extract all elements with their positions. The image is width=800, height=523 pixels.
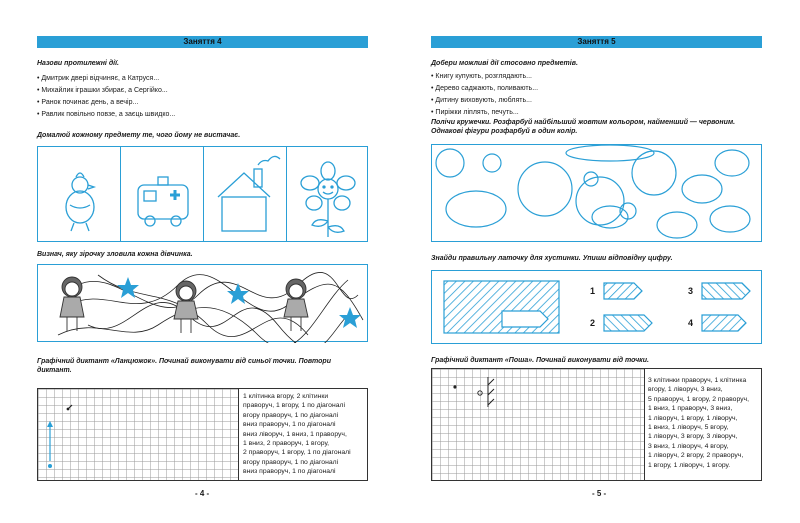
patch-4 [702, 315, 746, 331]
chicken-figure [66, 173, 94, 231]
house-figure [218, 156, 280, 231]
list-item: • Михайлик іграшки збирає, а Сергійко... [37, 85, 367, 97]
task-heading: Графічний диктант «Ланцюжок». Починай виконувати від синьої точки. Повтори диктант. [37, 358, 331, 374]
dictation-box [37, 388, 368, 481]
task-heading: Полічи кружечки. Розфарбуй найбільший жовтим кольором, найменший — червоним. Однакові фігури розфарбуй в один колір. [431, 119, 736, 135]
task-heading: Знайди правильну латочку для хустинки. Упиши відповідну цифру. [431, 255, 673, 262]
patches-frame [431, 270, 762, 344]
list-item: • Дмитрик двері відчиняє, а Катруся... [37, 73, 367, 85]
lesson-header: Заняття 4 [37, 36, 368, 48]
girl-figure [174, 281, 198, 333]
flower-figure [301, 162, 355, 237]
page-number: - 5 - [592, 489, 607, 498]
task-heading: Визнач, яку зірочку зловила кожна дівчинка. [37, 251, 193, 258]
ambulance-figure [138, 177, 188, 226]
objects-illustration [38, 147, 369, 243]
task-heading: Графічний диктант «Поша». Починай виконувати від точки. [431, 357, 649, 364]
dictation-box [431, 368, 762, 481]
patch-1 [604, 283, 642, 299]
list-item: • Дерево саджають, поливають... [431, 83, 761, 95]
task-list [431, 71, 761, 119]
task-heading: Добери можливі дії стосовно предметів. [431, 60, 578, 67]
task-list [37, 73, 367, 121]
lesson-header: Заняття 5 [431, 36, 762, 48]
circles-illustration [432, 145, 763, 243]
patch-number: 4 [688, 318, 694, 328]
girl-figure [60, 277, 84, 331]
task-heading: Домалюй кожному предмету те, чого йому не вистачає. [37, 132, 241, 139]
patches-illustration [432, 271, 763, 345]
circles-frame [431, 144, 762, 242]
grid-marks [38, 389, 238, 482]
page-number: - 4 - [195, 489, 210, 498]
maze-illustration [38, 265, 369, 343]
star-icon [117, 277, 139, 298]
patch-number: 2 [590, 318, 596, 328]
maze-frame [37, 264, 368, 342]
right-page [400, 0, 800, 523]
dictation-text: 3 клітинки праворуч, 1 клітинка вгору, 1 ліворуч, 3 вниз, 5 праворуч, 1 вгору, 2 праворуч, 1 вниз, 1 праворуч, 3 вниз, 1 ліворуч, 1 вгору, 1 ліворуч, 1 вниз, 1 ліворуч, 5 вгору, 1 ліворуч, 3 вгору, 3 ліворуч, 3 вниз, 1 ліворуч, 4 вгору, 1 ліворуч, 2 вгору, 2 праворуч, 1 вгору, 1 ліворуч, 1 вгору. [648, 377, 749, 469]
patch-number: 3 [688, 286, 694, 296]
kerchief-hole [502, 311, 548, 327]
list-item: • Книгу купують, розглядають... [431, 71, 761, 83]
patch-2 [604, 315, 652, 331]
list-item: • Равлик повільно повзе, а заєць швидко... [37, 109, 367, 121]
task-heading: Назови протилежні дії. [37, 60, 119, 67]
list-item: • Ранок починає день, а вечір... [37, 97, 367, 109]
dictation-text: 1 клітинка вгору, 2 клітинки праворуч, 1 вгору, 1 по діагоналі вгору праворуч, 1 по діагоналі вниз праворуч, 1 по діагоналі вниз ліворуч, 1 вниз, 1 праворуч, 1 вниз, 2 праворуч, 1 вгору, 2 праворуч, 1 вгору, 1 по діагоналі вгору праворуч, 1 по діагоналі вниз праворуч, 1 по діагоналі [243, 393, 351, 476]
objects-frame [37, 146, 368, 242]
patch-3 [702, 283, 750, 299]
grid-marks [432, 369, 644, 482]
patch-number: 1 [590, 286, 596, 296]
list-item: • Дитину виховують, люблять... [431, 95, 761, 107]
list-item: • Пиріжки ліплять, печуть... [431, 107, 761, 119]
